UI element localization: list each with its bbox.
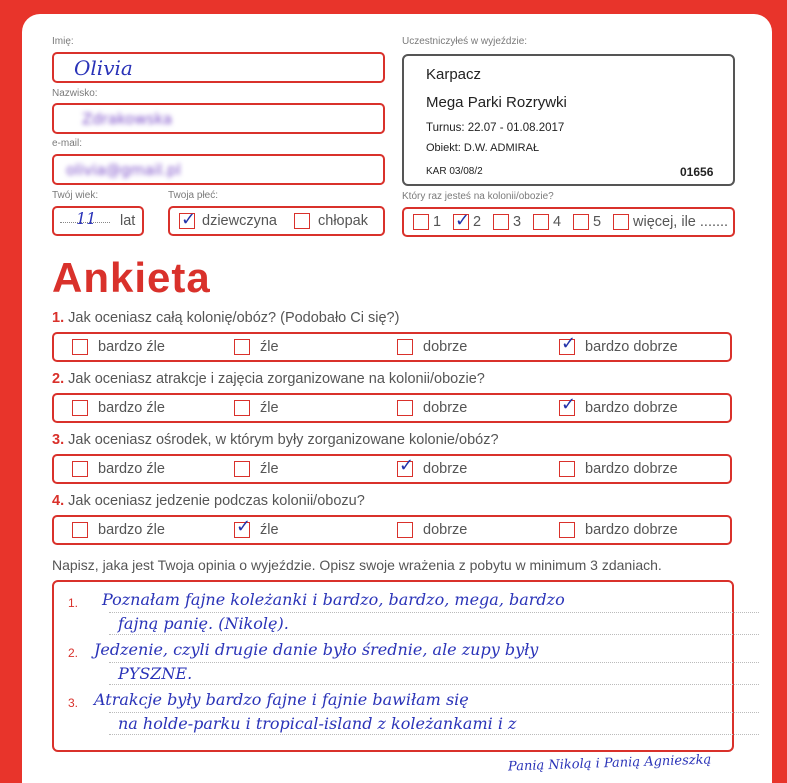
line-rule — [109, 712, 759, 713]
trip-park: Mega Parki Rozrywki — [426, 94, 567, 111]
question-1: 1. Jak oceniasz całą kolonię/obóz? (Podobało Ci się?) — [52, 310, 400, 326]
rating-option: źle — [260, 400, 279, 416]
opinion-line: Jedzenie, czyli drugie danie było średnie, ale zupy były — [94, 640, 539, 659]
rating-option: bardzo źle — [98, 339, 165, 355]
rating-row-1 — [52, 332, 732, 362]
rating-checkbox[interactable] — [234, 339, 250, 355]
question-3: 3. Jak oceniasz ośrodek, w którym były zorganizowane kolonie/obóz? — [52, 432, 499, 448]
rating-checkbox[interactable] — [72, 461, 88, 477]
opinion-number-2: 2. — [68, 646, 79, 660]
gender-option-boy: chłopak — [318, 213, 368, 229]
survey-sheet — [22, 14, 772, 783]
email-field[interactable] — [52, 154, 385, 185]
checkmark-icon: ✓ — [561, 333, 577, 354]
rating-option: bardzo źle — [98, 461, 165, 477]
opinion-line: Poznałam fajne koleżanki i bardzo, bardzo, mega, bardzo — [102, 590, 565, 609]
opinion-line: fajną panię. (Nikolę). — [118, 614, 289, 633]
line-rule — [109, 684, 759, 685]
trip-number: 01656 — [680, 165, 714, 179]
trip-card — [402, 54, 735, 186]
times-option-5: 5 — [593, 214, 602, 230]
trip-place: Karpacz — [426, 66, 482, 83]
trip-code: KAR 03/08/2 — [426, 166, 483, 177]
trip-turnus: Turnus: 22.07 - 01.08.2017 — [426, 122, 565, 134]
trip-obiekt: Obiekt: D.W. ADMIRAŁ — [426, 142, 540, 154]
opinion-box[interactable] — [52, 580, 734, 752]
email-label: e-mail: — [52, 138, 83, 149]
times-checkbox-1[interactable] — [413, 214, 429, 230]
times-label: Który raz jesteś na kolonii/obozie? — [402, 191, 554, 202]
opinion-line: Panią Nikolą i Panią Agnieszką — [507, 752, 712, 775]
times-option-3: 3 — [513, 214, 522, 230]
times-checkbox-5[interactable] — [573, 214, 589, 230]
rating-option: bardzo dobrze — [585, 400, 678, 416]
times-option-2: 2 — [473, 214, 482, 230]
rating-option: bardzo źle — [98, 522, 165, 538]
rating-checkbox[interactable] — [234, 461, 250, 477]
opinion-line: Atrakcje były bardzo fajne i fajnie bawiłam się — [94, 690, 469, 709]
age-field[interactable] — [52, 206, 144, 236]
rating-option: dobrze — [423, 461, 468, 477]
times-checkbox-3[interactable] — [493, 214, 509, 230]
gender-group — [168, 206, 385, 236]
line-rule — [109, 734, 759, 735]
line-rule — [109, 662, 759, 663]
rating-checkbox[interactable] — [559, 461, 575, 477]
age-unit: lat — [120, 213, 136, 229]
rating-option: dobrze — [423, 400, 468, 416]
gender-label: Twoja płeć: — [168, 190, 219, 201]
checkmark-icon: ✓ — [455, 210, 471, 231]
checkmark-icon: ✓ — [561, 394, 577, 415]
checkmark-icon: ✓ — [399, 455, 415, 476]
trip-label: Uczestniczyłeś w wyjeździe: — [402, 36, 528, 47]
name-value: Olivia — [74, 56, 133, 80]
line-rule — [109, 612, 759, 613]
email-value: olivia@gmail.pl — [66, 161, 181, 179]
rating-option: bardzo dobrze — [585, 461, 678, 477]
rating-option: bardzo dobrze — [585, 339, 678, 355]
name-label: Imię: — [52, 36, 74, 47]
surname-value: Zdrakowska — [82, 110, 173, 128]
rating-option: bardzo źle — [98, 400, 165, 416]
times-option-4: 4 — [553, 214, 562, 230]
rating-checkbox[interactable] — [72, 522, 88, 538]
opinion-number-3: 3. — [68, 696, 79, 710]
times-checkbox-more[interactable] — [613, 214, 629, 230]
times-checkbox-4[interactable] — [533, 214, 549, 230]
opinion-number-1: 1. — [68, 596, 79, 610]
rating-row-2 — [52, 393, 732, 423]
rating-row-3 — [52, 454, 732, 484]
age-value: 11 — [76, 209, 97, 228]
survey-title: Ankieta — [52, 254, 211, 301]
rating-checkbox[interactable] — [559, 522, 575, 538]
rating-option: bardzo dobrze — [585, 522, 678, 538]
rating-checkbox[interactable] — [397, 522, 413, 538]
checkmark-icon: ✓ — [181, 209, 197, 230]
rating-option: źle — [260, 522, 279, 538]
times-group — [402, 207, 735, 237]
rating-option: dobrze — [423, 339, 468, 355]
opinion-prompt: Napisz, jaka jest Twoja opinia o wyjeździe. Opisz swoje wrażenia z pobytu w minimum 3 zdaniach. — [52, 557, 662, 573]
surname-field[interactable] — [52, 103, 385, 134]
gender-checkbox-boy[interactable] — [294, 213, 310, 229]
rating-option: źle — [260, 461, 279, 477]
rating-checkbox[interactable] — [72, 400, 88, 416]
opinion-line: PYSZNE. — [118, 664, 193, 683]
age-label: Twój wiek: — [52, 190, 99, 201]
times-option-more: więcej, ile ....... — [633, 214, 729, 230]
rating-checkbox[interactable] — [234, 400, 250, 416]
line-rule — [109, 634, 759, 635]
surname-label: Nazwisko: — [52, 88, 98, 99]
question-2: 2. Jak oceniasz atrakcje i zajęcia zorganizowane na kolonii/obozie? — [52, 371, 485, 387]
rating-checkbox[interactable] — [72, 339, 88, 355]
times-option-1: 1 — [433, 214, 442, 230]
gender-option-girl: dziewczyna — [202, 213, 277, 229]
question-4: 4. Jak oceniasz jedzenie podczas kolonii/obozu? — [52, 493, 365, 509]
rating-row-4 — [52, 515, 732, 545]
checkmark-icon: ✓ — [236, 516, 252, 537]
rating-checkbox[interactable] — [397, 339, 413, 355]
opinion-line: na holde-parku i tropical-island z koleżankami i z — [118, 714, 517, 733]
name-field[interactable] — [52, 52, 385, 83]
rating-option: dobrze — [423, 522, 468, 538]
rating-option: źle — [260, 339, 279, 355]
rating-checkbox[interactable] — [397, 400, 413, 416]
